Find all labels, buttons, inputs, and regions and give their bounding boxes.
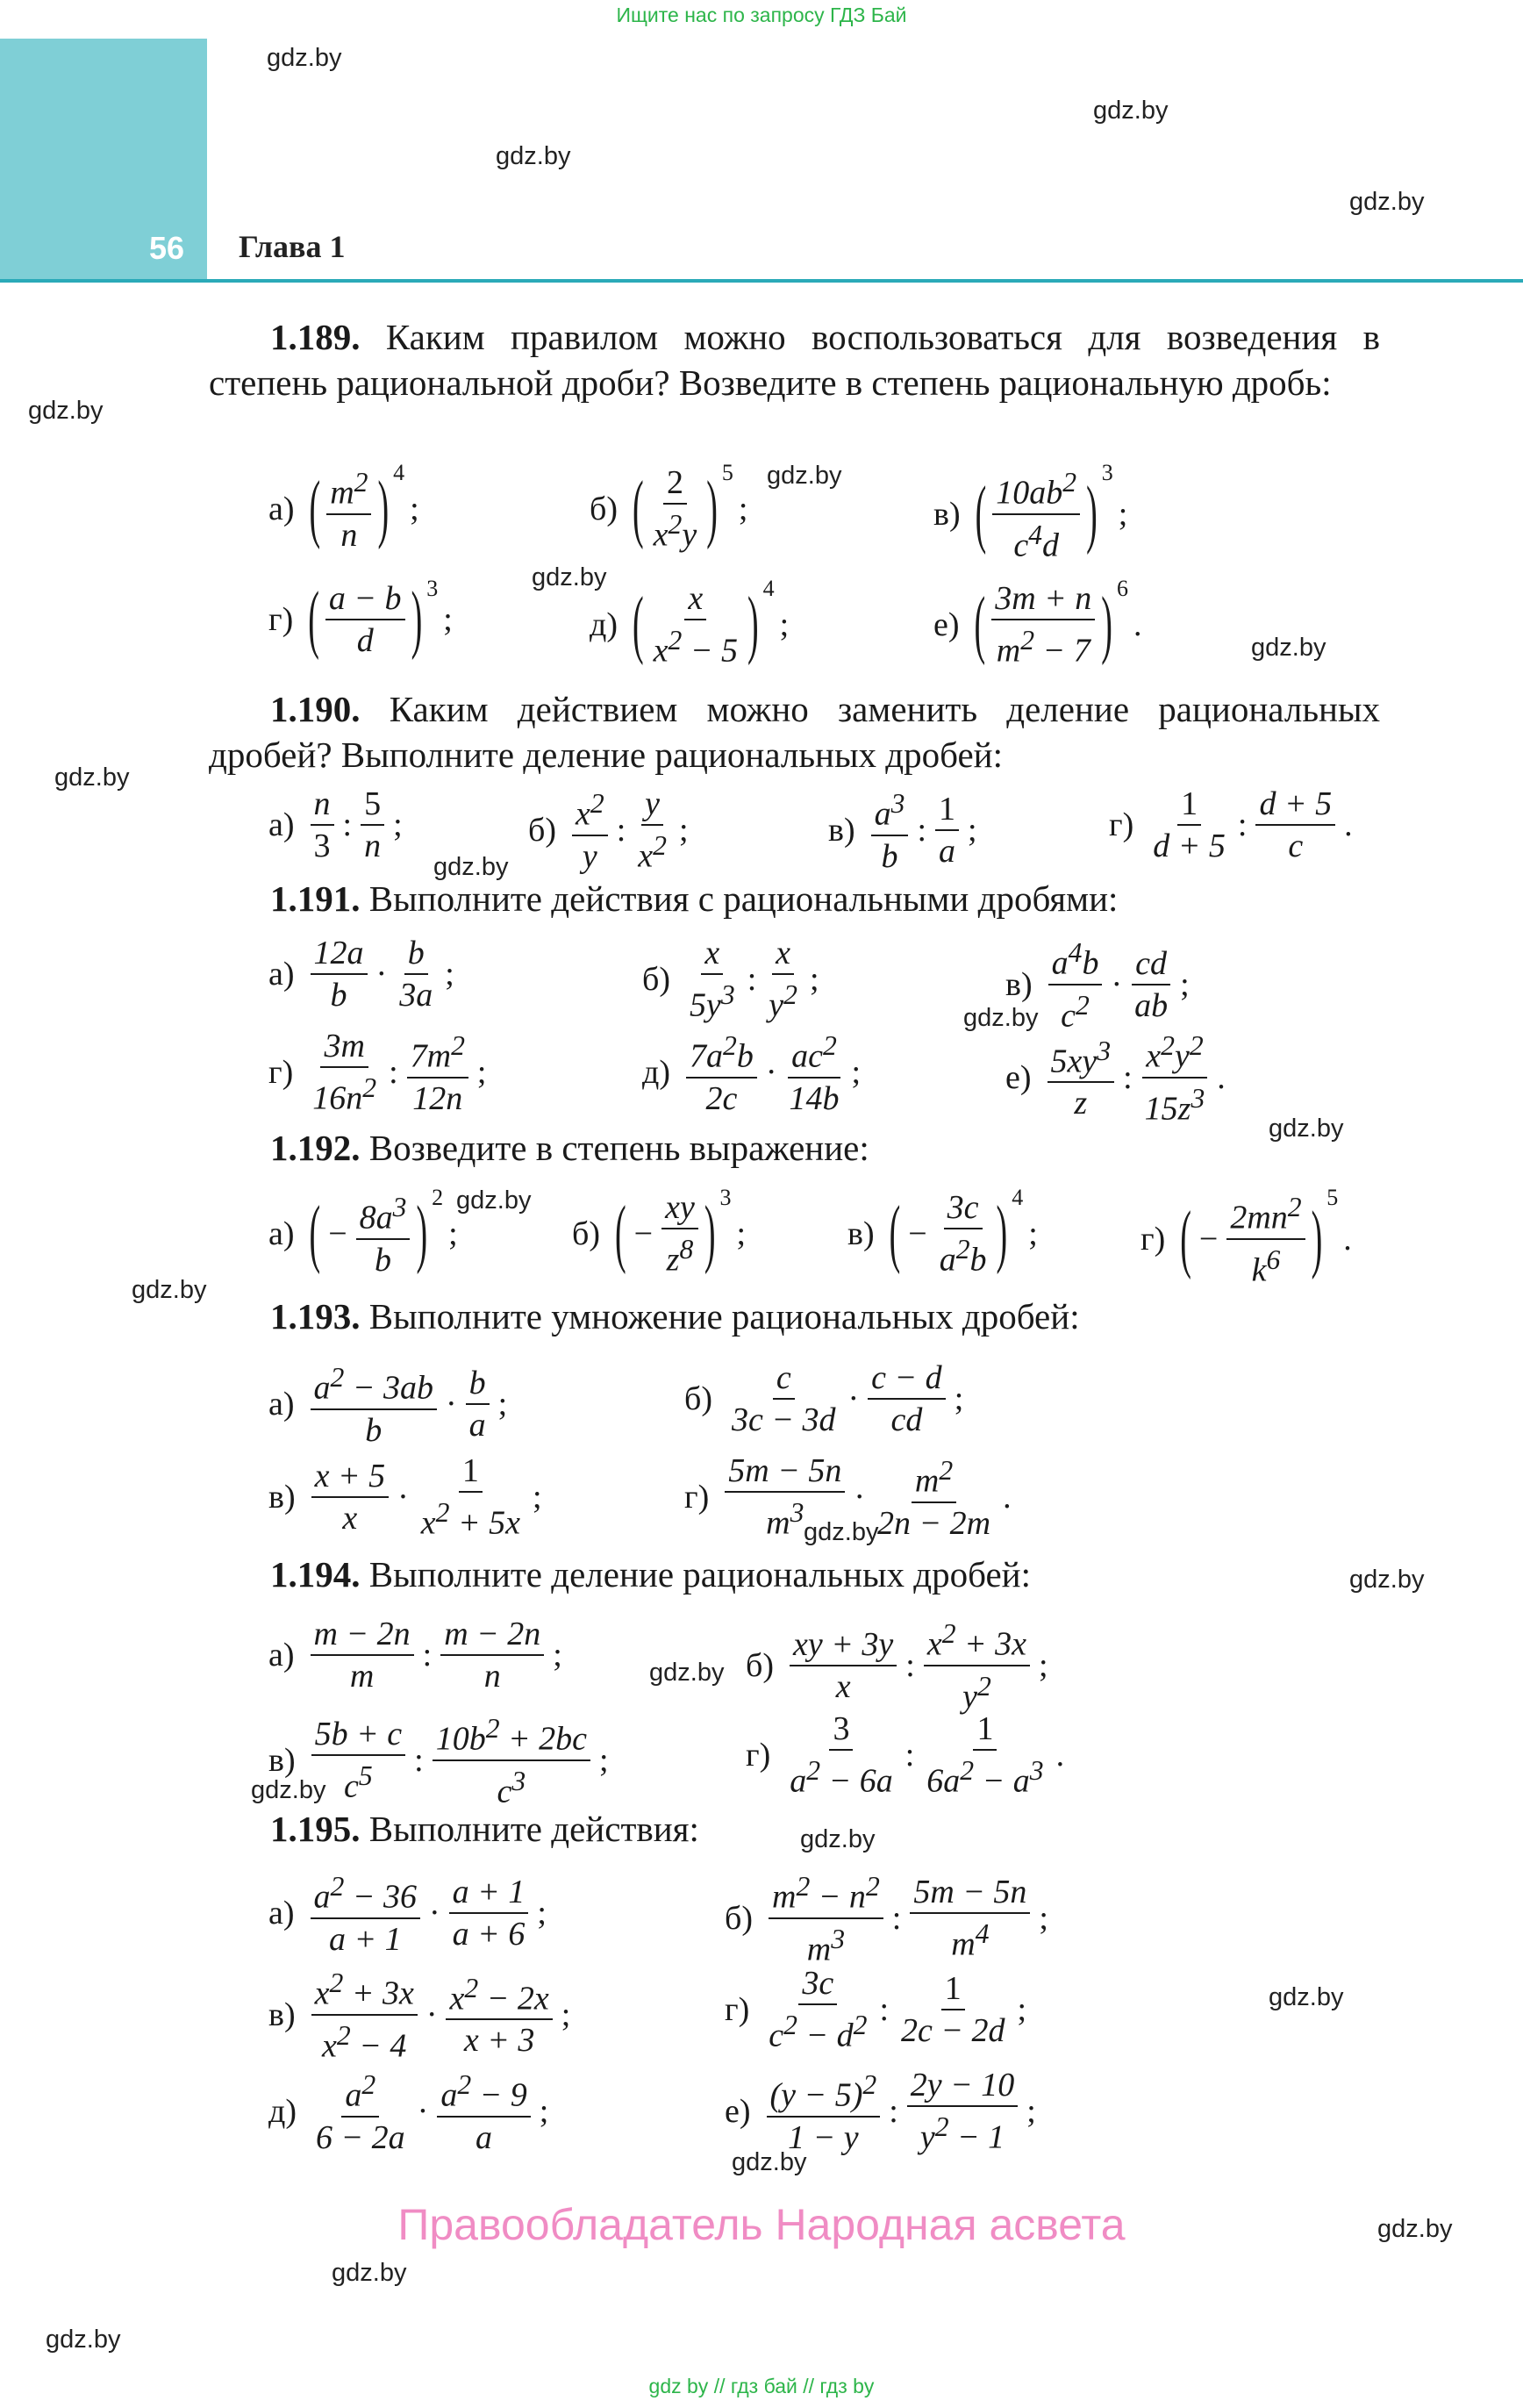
watermark: gdz.by: [649, 1659, 725, 1687]
problem-number: 1.193.: [270, 1296, 361, 1337]
exercise-item: в) $\frac{a^3}{b}$ : $\frac{1}{a}$ ;: [828, 788, 977, 875]
exercise-item: д) $\frac{a^2}{6 - 2a}$ · $\frac{a^2 - 9}{a}$ ;: [268, 2069, 549, 2156]
problem-1-190: [209, 686, 1380, 778]
exercise-item: е) $\frac{(y - 5)^2}{1 - y}$ : $\frac{2y - 10}{y^2 - 1}$ ;: [725, 2067, 1036, 2156]
problem-text: Выполните умножение рациональных дробей:: [368, 1296, 1080, 1337]
chapter-title: Глава 1: [239, 229, 346, 264]
exercise-item: в) ( $\frac{10ab^2}{c^4d}$ ) 3 ;: [933, 460, 1128, 564]
exercise-item: в) $\frac{x^2 + 3x}{x^2 - 4}$ · $\frac{x^2 - 2x}{x + 3}$ ;: [268, 1967, 571, 2065]
exercise-item: е) ( $\frac{3m + n}{m^2 - 7}$ ) 6 .: [933, 576, 1142, 670]
problem-number: 1.192.: [270, 1128, 361, 1168]
watermark: gdz.by: [1093, 97, 1169, 125]
watermark: gdz.by: [800, 1825, 876, 1853]
exercise-item: б) ( $\frac{2}{x^2y}$ ) 5 ;: [590, 460, 748, 554]
exercise-item: а) $\frac{m - 2n}{m}$ : $\frac{m - 2n}{n}$ ;: [268, 1616, 562, 1695]
watermark: gdz.by: [532, 563, 607, 591]
problem-1-192: [209, 1125, 1380, 1171]
watermark: gdz.by: [332, 2259, 407, 2287]
problem-number: 1.194.: [270, 1554, 361, 1595]
problem-number: 1.195.: [270, 1809, 361, 1849]
watermark: gdz.by: [456, 1186, 532, 1215]
watermark: gdz.by: [1349, 188, 1425, 216]
exercise-item: б) $\frac{m^2 - n^2}{m^3}$ : $\frac{5m - 5n}{m^4}$ ;: [725, 1871, 1048, 1968]
problem-1-193: [209, 1294, 1380, 1339]
copyright-holder: Правообладатель Народная асвета: [397, 2200, 1126, 2249]
watermark: gdz.by: [433, 853, 509, 881]
watermark: gdz.by: [963, 1004, 1039, 1032]
problem-text: Выполните действия с рациональными дробями:: [368, 878, 1119, 919]
exercise-item: б) $\frac{x^2}{y}$ : $\frac{y}{x^2}$ ;: [528, 785, 689, 875]
watermark: gdz.by: [496, 142, 571, 170]
watermark: gdz.by: [1269, 1114, 1344, 1143]
exercise-item: а) $\frac{12a}{b}$ · $\frac{b}{3a}$ ;: [268, 935, 454, 1014]
header-rule: [0, 279, 1523, 283]
problem-1-194: [209, 1552, 1380, 1597]
exercise-item: а) ( $\frac{m^2}{n}$ ) 4 ;: [268, 460, 419, 554]
problem-text: Возведите в степень выражение:: [368, 1128, 869, 1168]
exercise-item: а) $\frac{a^2 - 36}{a + 1}$ · $\frac{a + 1}{a + 6}$ ;: [268, 1871, 547, 1958]
exercise-item: в) $\frac{x + 5}{x}$ · $\frac{1}{x^2 + 5x}$ ;: [268, 1452, 542, 1542]
top-note: Ищите нас по запросу ГДЗ Бай: [616, 4, 907, 26]
problem-text: Выполните деление рациональных дробей:: [368, 1554, 1031, 1595]
watermark: gdz.by: [804, 1518, 879, 1546]
exercise-item: а) $\frac{a^2 - 3ab}{b}$ · $\frac{b}{a}$ ;: [268, 1362, 508, 1449]
exercise-item: г) ( $\frac{a - b}{d}$ ) 3 ;: [268, 576, 453, 663]
watermark: gdz.by: [267, 44, 342, 72]
exercise-item: д) ( $\frac{x}{x^2 - 5}$ ) 4 ;: [590, 576, 790, 670]
exercise-item: г) $\frac{5m - 5n}{m^3}$ · $\frac{m^2}{2n - 2m}$ .: [684, 1452, 1012, 1542]
exercise-item: б) ( − $\frac{xy}{z^8}$ ) 3 ;: [572, 1185, 747, 1279]
exercise-item: б) $\frac{c}{3c - 3d}$ · $\frac{c - d}{cd}$ ;: [684, 1359, 964, 1438]
watermark: gdz.by: [732, 2148, 807, 2176]
exercise-item: г) $\frac{3}{a^2 - 6a}$ : $\frac{1}{6a^2 - a^3}$ .: [746, 1710, 1065, 1800]
problem-text: Каким действием можно заменить деление рациональных дробей? Выполните деление рациональных дробей:: [209, 689, 1380, 775]
watermark: gdz.by: [54, 763, 130, 792]
exercise-item: в) $\frac{a^4b}{c^2}$ · $\frac{cd}{ab}$ ;: [1005, 937, 1190, 1035]
exercise-item: г) ( − $\frac{2mn^2}{k^6}$ ) 5 .: [1140, 1185, 1352, 1289]
exercise-item: в) $\frac{5b + c}{c^5}$ : $\frac{10b^2 + 2bc}{c^3}$ ;: [268, 1713, 609, 1810]
exercise-item: г) $\frac{1}{d + 5}$ : $\frac{d + 5}{c}$ .: [1109, 785, 1353, 864]
exercise-item: е) $\frac{5xy^3}{z}$ : $\frac{x^2y^2}{15z^3}$ .: [1005, 1030, 1226, 1128]
watermark: gdz.by: [767, 462, 842, 490]
exercise-item: б) $\frac{xy + 3y}{x}$ : $\frac{x^2 + 3x}{y^2}$ ;: [746, 1618, 1048, 1716]
exercise-item: а) ( − $\frac{8a^3}{b}$ ) 2 ;: [268, 1185, 458, 1279]
problem-number: 1.190.: [270, 689, 361, 729]
problem-number: 1.191.: [270, 878, 361, 919]
exercise-item: г) $\frac{3c}{c^2 - d^2}$ : $\frac{1}{2c - 2d}$ ;: [725, 1965, 1027, 2054]
watermark: gdz.by: [28, 397, 104, 425]
watermark: gdz.by: [1377, 2215, 1453, 2243]
watermark: gdz.by: [132, 1276, 207, 1304]
problem-text: Выполните действия:: [368, 1809, 699, 1849]
exercise-item: б) $\frac{x}{5y^3}$ : $\frac{x}{y^2}$ ;: [642, 935, 819, 1024]
exercise-item: а) $\frac{n}{3}$ : $\frac{5}{n}$ ;: [268, 785, 403, 864]
problem-text: Каким правилом можно воспользоваться для возведения в степень рациональной дроби? Возведите в степень рациональную дробь:: [209, 317, 1380, 403]
footer-links[interactable]: gdz by // гдз бай // гдз by: [648, 2375, 875, 2397]
watermark: gdz.by: [251, 1776, 326, 1804]
exercise-item: г) $\frac{3m}{16n^2}$ : $\frac{7m^2}{12n}$ ;: [268, 1028, 487, 1117]
problem-1-195: [209, 1806, 1380, 1852]
page-number: 56: [149, 230, 185, 266]
watermark: gdz.by: [1251, 634, 1326, 662]
problem-1-191: [209, 876, 1380, 921]
problem-1-189: [209, 314, 1380, 405]
exercise-item: д) $\frac{7a^2b}{2c}$ · $\frac{ac^2}{14b}$ ;: [642, 1030, 862, 1117]
watermark: gdz.by: [46, 2326, 121, 2354]
exercise-item: в) ( − $\frac{3c}{a^2b}$ ) 4 ;: [847, 1185, 1038, 1279]
watermark: gdz.by: [1349, 1566, 1425, 1594]
watermark: gdz.by: [1269, 1983, 1344, 2011]
problem-number: 1.189.: [270, 317, 361, 357]
